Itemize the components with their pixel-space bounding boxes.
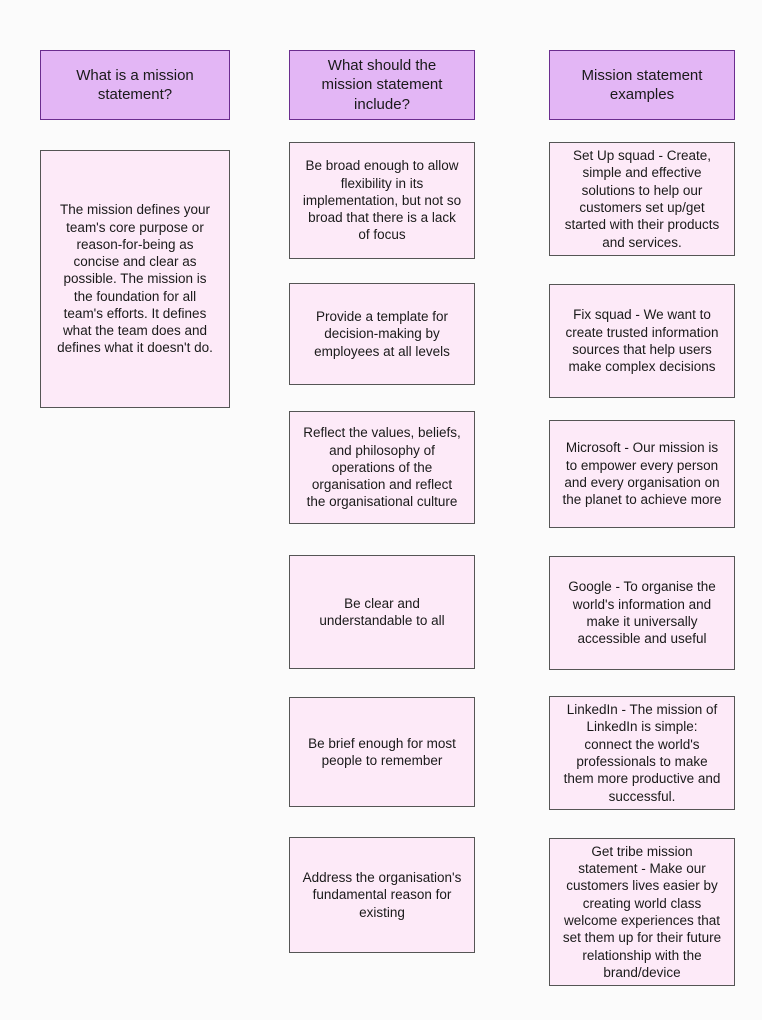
note-card[interactable] <box>289 142 475 259</box>
note-card[interactable] <box>549 284 735 398</box>
note-card-text: The mission defines your team's core purpose or reason-for-being as concise and clear as possible. The mission is the foundation for all team's efforts. It defines what the team does and defines what it doesn't do. <box>57 202 213 356</box>
note-card[interactable] <box>40 150 230 408</box>
column-mission-definition <box>40 0 230 408</box>
note-card[interactable] <box>289 555 475 669</box>
note-card-text: Address the organisation's fundamental reason for existing <box>302 870 462 920</box>
note-card-text: Fix squad - We want to create trusted information sources that help users make complex decisions <box>565 307 719 375</box>
note-card-text: Reflect the values, beliefs, and philosophy of operations of the organisation and reflect the organisational culture <box>303 425 461 510</box>
column-header-text: What is a mission statement? <box>76 66 194 103</box>
note-card[interactable] <box>289 697 475 807</box>
note-card[interactable] <box>289 283 475 385</box>
column-header-card[interactable] <box>40 50 230 120</box>
note-card-text: Be clear and understandable to all <box>319 595 445 628</box>
note-card[interactable] <box>549 556 735 670</box>
note-card-text: Set Up squad - Create, simple and effective solutions to help our customers set up/get started with their products and services. <box>564 148 720 250</box>
note-card-text: Be brief enough for most people to remember <box>308 735 456 768</box>
note-card[interactable] <box>549 420 735 528</box>
note-card[interactable] <box>549 696 735 810</box>
note-card[interactable] <box>549 838 735 986</box>
note-card-text: Microsoft - Our mission is to empower every person and every organisation on the planet to achieve more <box>562 440 722 508</box>
column-header-card[interactable] <box>549 50 735 120</box>
note-card-text: LinkedIn - The mission of LinkedIn is simple: connect the world's professionals to make them more productive and successful. <box>563 702 721 804</box>
column-header-text: What should the mission statement include? <box>321 57 443 113</box>
note-card[interactable] <box>289 411 475 524</box>
column-mission-contents <box>289 0 475 953</box>
note-card[interactable] <box>549 142 735 256</box>
column-header-text: Mission statement examples <box>581 66 703 103</box>
column-mission-examples <box>549 0 735 986</box>
note-card-text: Get tribe mission statement - Make our customers lives easier by creating world class welcome experiences that set them up for their future relationship with the brand/device <box>562 843 722 980</box>
column-header-card[interactable] <box>289 50 475 120</box>
note-card-text: Be broad enough to allow flexibility in its implementation, but not so broad that there is a lack of focus <box>302 158 462 243</box>
note-card-text: Provide a template for decision-making by employees at all levels <box>314 309 450 359</box>
note-card-text: Google - To organise the world's information and make it universally accessible and useful <box>568 579 716 647</box>
note-card[interactable] <box>289 837 475 953</box>
